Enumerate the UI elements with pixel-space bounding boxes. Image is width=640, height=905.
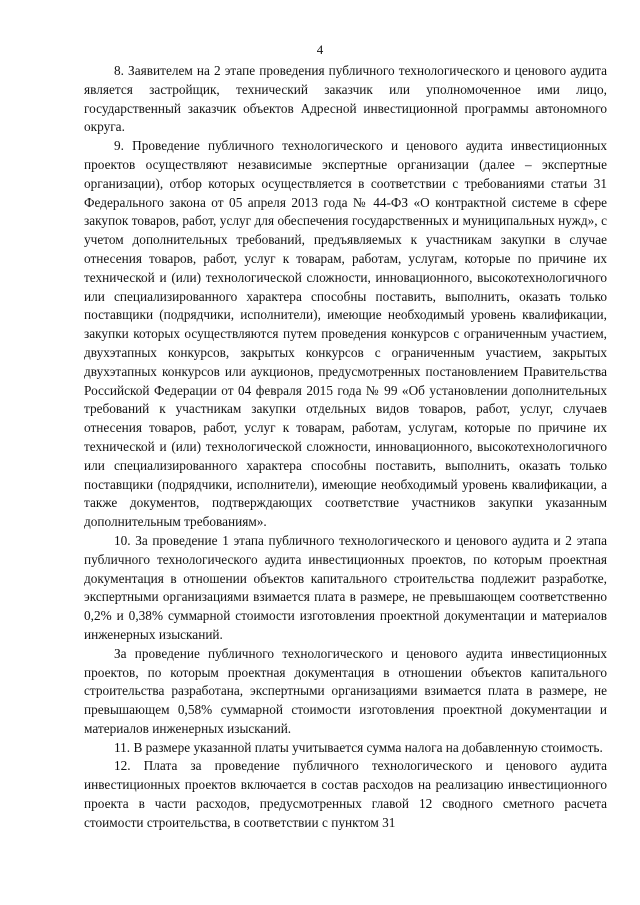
document-body (84, 62, 607, 833)
paragraph-11: 11. В размере указанной платы учитывается сумма налога на добавленную стоимость. (114, 739, 603, 755)
paragraph-10-continued: За проведение публичного технологического и ценового аудита инвестиционных проектов, по которым проектная документация в отношении объектов капитального строительства разработана, экспертными организациями взимается плата в размере, не превышающем 0,58% суммарной стоимости изготовления проектной документации и материалов инженерных изысканий. (84, 645, 607, 736)
page-number: 4 (316, 42, 324, 57)
paragraph-10: 10. За проведение 1 этапа публичного технологического и ценового аудита и 2 этапа публичного технологического аудита инвестиционных проектов, по которым проектная документация в отношении объектов капитального строительства подлежит разработке, экспертными организациями взимается плата в размере, не превышающем соответственно 0,2% и 0,38% суммарной стоимости изготовления проектной документации и материалов инженерных изысканий. (84, 532, 607, 642)
paragraph-9: 9. Проведение публичного технологического и ценового аудита инвестиционных проектов осуществляют независимые экспертные организации (далее – экспертные организации), отбор которых осуществляется в соответствии с требованиями статьи 31 Федерального закона от 05 апреля 2013 года № 44-ФЗ «О контрактной системе в сфере закупок товаров, работ, услуг для обеспечения государственных и муниципальных нужд», с учетом дополнительных требований, предъявляемых к участникам закупки в случае отнесения товаров, работ, услуг к товарам, работам, услугам, которые по причине их технической и (или) технологической сложности, инновационного, высокотехнологичного или специализированного характера способны поставить, выполнить, оказать только поставщики (подрядчики, исполнители), имеющие необходимый уровень квалификации, закупки которых осуществляются путем проведения конкурсов с ограниченным участием, двухэтапных конкурсов, закрытых конкурсов с ограниченным участием, закрытых двухэтапных конкурсов или аукционов, предусмотренных постановлением Правительства Российской Федерации от 04 февраля 2015 года № 99 «Об установлении дополнительных требований к участникам закупки отдельных видов товаров, работ, услуг, случаев отнесения товаров, работ, услуг к товарам, работам, услугам, которые по причине их технической и (или) технологической сложности, инновационного, высокотехнологичного или специализированного характера способны поставить, выполнить, оказать только поставщики (подрядчики, исполнители), имеющие необходимый уровень квалификации, а также документов, подтверждающих соответствие участников закупки указанным дополнительным требованиям». (84, 138, 607, 530)
paragraph-12: 12. Плата за проведение публичного технологического и ценового аудита инвестиционных проектов включается в состав расходов на реализацию инвестиционного проекта в части расходов, предусмотренных главой 12 сводного сметного расчета стоимости строительства, в соответствии с пунктом 31 (84, 758, 607, 830)
paragraph-8: 8. Заявителем на 2 этапе проведения публичного технологического и ценового аудита является застройщик, технический заказчик или уполномоченное ими лицо, государственный заказчик объектов Адресной инвестиционной программы автономного округа. (84, 63, 607, 135)
